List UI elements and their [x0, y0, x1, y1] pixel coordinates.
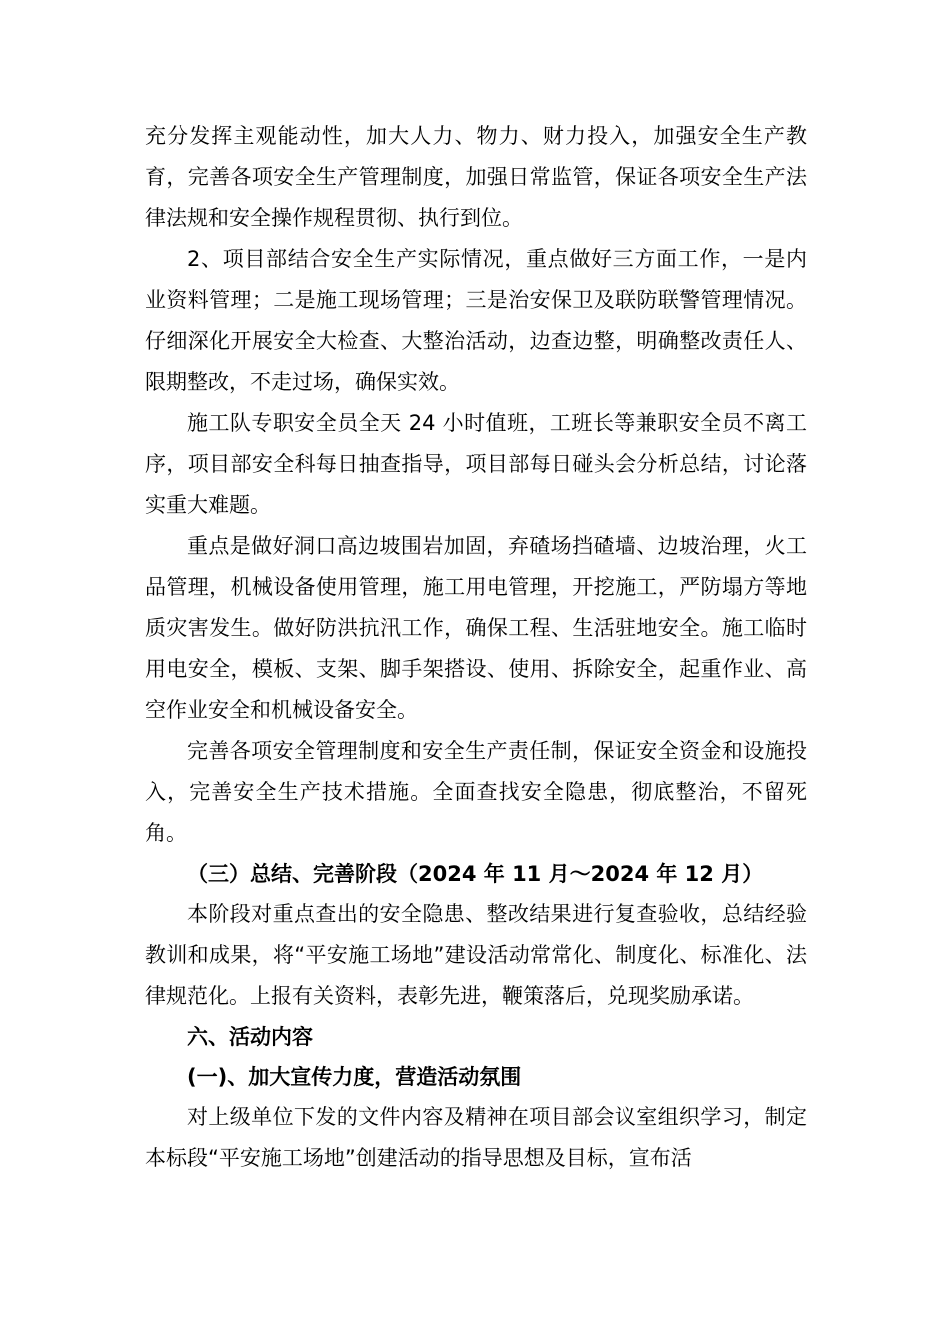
paragraph-improve-system: 完善各项安全管理制度和安全生产责任制，保证安全资金和设施投入，完善安全生产技术措施。全面查找安全隐患，彻底整治，不留死角。	[145, 739, 807, 845]
paragraph-safety-officer: 施工队专职安全员全天 24 小时值班，工班长等兼职安全员不离工序，项目部安全科每日抽查指导，项目部每日碰头会分析总结，讨论落实重大难题。	[145, 411, 807, 517]
section-heading-summary-stage: （三）总结、完善阶段（2024 年 11 月～2024 年 12 月）	[187, 862, 764, 886]
document-body	[145, 116, 807, 1179]
paragraph-item-2: 2、项目部结合安全生产实际情况，重点做好三方面工作，一是内业资料管理；二是施工现场管理；三是治安保卫及联防联警管理情况。仔细深化开展安全大检查、大整治活动，边查边整，明确整改责任人、限期整改，不走过场，确保实效。	[145, 247, 807, 394]
paragraph-summary-stage: 本阶段对重点查出的安全隐患、整改结果进行复查验收，总结经验教训和成果，将“平安施工场地”建设活动常常化、制度化、标准化、法律规范化。上报有关资料，表彰先进，鞭策落后，兑现奖励承诺。	[145, 902, 807, 1008]
section-heading-activity-content: 六、活动内容	[187, 1025, 313, 1049]
paragraph-key-points: 重点是做好洞口高边坡围岩加固，弃碴场挡碴墙、边坡治理，火工品管理，机械设备使用管理，施工用电管理，开挖施工，严防塌方等地质灾害发生。做好防洪抗汛工作，确保工程、生活驻地安全。施工临时用电安全，模板、支架、脚手架搭设、使用、拆除安全，起重作业、高空作业安全和机械设备安全。	[145, 534, 807, 722]
paragraph-continuation: 充分发挥主观能动性，加大人力、物力、财力投入，加强安全生产教育，完善各项安全生产管理制度，加强日常监管，保证各项安全生产法律法规和安全操作规程贯彻、执行到位。	[145, 124, 807, 230]
paragraph-publicity: 对上级单位下发的文件内容及精神在项目部会议室组织学习，制定本标段“平安施工场地”创建活动的指导思想及目标，宣布活	[145, 1105, 807, 1170]
subsection-heading-publicity: (一)、加大宣传力度，营造活动氛围	[187, 1065, 522, 1089]
